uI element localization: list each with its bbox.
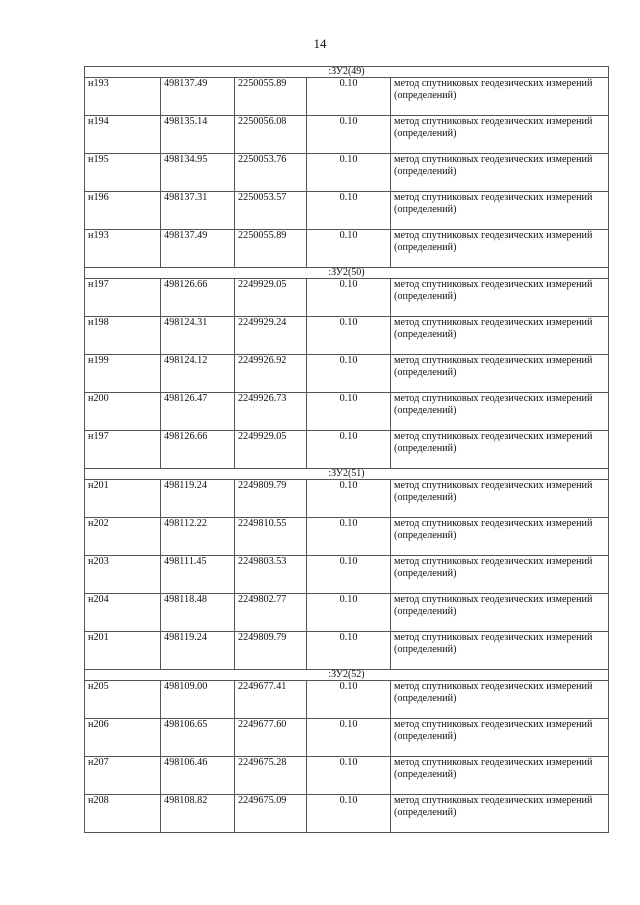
error-cell: 0.10 — [307, 556, 391, 594]
method-cell: метод спутниковых геодезических измерений (определений) — [391, 393, 609, 431]
x-coordinate-cell: 498137.31 — [161, 192, 235, 230]
section-header-row — [85, 67, 609, 78]
point-id-cell: н196 — [85, 192, 161, 230]
table-row — [85, 279, 609, 317]
error-cell: 0.10 — [307, 518, 391, 556]
y-coordinate-cell: 2250055.89 — [235, 230, 307, 268]
method-cell: метод спутниковых геодезических измерений (определений) — [391, 192, 609, 230]
method-cell: метод спутниковых геодезических измерений (определений) — [391, 355, 609, 393]
y-coordinate-cell: 2249802.77 — [235, 594, 307, 632]
point-id-cell: н197 — [85, 279, 161, 317]
table-row — [85, 795, 609, 833]
error-cell: 0.10 — [307, 393, 391, 431]
point-id-cell: н195 — [85, 154, 161, 192]
error-cell: 0.10 — [307, 681, 391, 719]
method-cell: метод спутниковых геодезических измерений (определений) — [391, 279, 609, 317]
method-cell: метод спутниковых геодезических измерений (определений) — [391, 230, 609, 268]
x-coordinate-cell: 498106.46 — [161, 757, 235, 795]
section-title: :ЗУ2(49) — [85, 67, 609, 78]
method-cell: метод спутниковых геодезических измерений (определений) — [391, 594, 609, 632]
table-row — [85, 192, 609, 230]
x-coordinate-cell: 498119.24 — [161, 632, 235, 670]
y-coordinate-cell: 2249929.24 — [235, 317, 307, 355]
method-cell: метод спутниковых геодезических измерений (определений) — [391, 116, 609, 154]
point-id-cell: н201 — [85, 480, 161, 518]
y-coordinate-cell: 2249926.92 — [235, 355, 307, 393]
section-header-row — [85, 469, 609, 480]
y-coordinate-cell: 2249675.09 — [235, 795, 307, 833]
x-coordinate-cell: 498126.66 — [161, 279, 235, 317]
table-row — [85, 317, 609, 355]
y-coordinate-cell: 2250056.08 — [235, 116, 307, 154]
y-coordinate-cell: 2249809.79 — [235, 480, 307, 518]
point-id-cell: н200 — [85, 393, 161, 431]
x-coordinate-cell: 498137.49 — [161, 230, 235, 268]
y-coordinate-cell: 2249926.73 — [235, 393, 307, 431]
section-title: :ЗУ2(50) — [85, 268, 609, 279]
method-cell: метод спутниковых геодезических измерений (определений) — [391, 317, 609, 355]
point-id-cell: н199 — [85, 355, 161, 393]
method-cell: метод спутниковых геодезических измерений (определений) — [391, 795, 609, 833]
point-id-cell: н193 — [85, 230, 161, 268]
x-coordinate-cell: 498135.14 — [161, 116, 235, 154]
error-cell: 0.10 — [307, 317, 391, 355]
table-row — [85, 681, 609, 719]
x-coordinate-cell: 498106.65 — [161, 719, 235, 757]
method-cell: метод спутниковых геодезических измерений (определений) — [391, 757, 609, 795]
method-cell: метод спутниковых геодезических измерений (определений) — [391, 431, 609, 469]
point-id-cell: н206 — [85, 719, 161, 757]
section-title: :ЗУ2(52) — [85, 670, 609, 681]
section-header-row — [85, 268, 609, 279]
y-coordinate-cell: 2250053.57 — [235, 192, 307, 230]
y-coordinate-cell: 2249803.53 — [235, 556, 307, 594]
section-header-row — [85, 670, 609, 681]
error-cell: 0.10 — [307, 480, 391, 518]
table-row — [85, 632, 609, 670]
method-cell: метод спутниковых геодезических измерений (определений) — [391, 518, 609, 556]
page-number: 14 — [313, 36, 327, 51]
x-coordinate-cell: 498126.66 — [161, 431, 235, 469]
error-cell: 0.10 — [307, 230, 391, 268]
table-row — [85, 556, 609, 594]
y-coordinate-cell: 2249677.41 — [235, 681, 307, 719]
point-id-cell: н193 — [85, 78, 161, 116]
error-cell: 0.10 — [307, 795, 391, 833]
x-coordinate-cell: 498124.12 — [161, 355, 235, 393]
point-id-cell: н204 — [85, 594, 161, 632]
table-row — [85, 230, 609, 268]
y-coordinate-cell: 2249809.79 — [235, 632, 307, 670]
error-cell: 0.10 — [307, 78, 391, 116]
table-row — [85, 480, 609, 518]
error-cell: 0.10 — [307, 116, 391, 154]
x-coordinate-cell: 498134.95 — [161, 154, 235, 192]
x-coordinate-cell: 498118.48 — [161, 594, 235, 632]
point-id-cell: н197 — [85, 431, 161, 469]
table-row — [85, 431, 609, 469]
point-id-cell: н201 — [85, 632, 161, 670]
x-coordinate-cell: 498111.45 — [161, 556, 235, 594]
point-id-cell: н202 — [85, 518, 161, 556]
error-cell: 0.10 — [307, 594, 391, 632]
method-cell: метод спутниковых геодезических измерений (определений) — [391, 480, 609, 518]
y-coordinate-cell: 2249929.05 — [235, 279, 307, 317]
table-row — [85, 116, 609, 154]
table-row — [85, 355, 609, 393]
error-cell: 0.10 — [307, 719, 391, 757]
method-cell: метод спутниковых геодезических измерений (определений) — [391, 78, 609, 116]
x-coordinate-cell: 498119.24 — [161, 480, 235, 518]
x-coordinate-cell: 498137.49 — [161, 78, 235, 116]
x-coordinate-cell: 498108.82 — [161, 795, 235, 833]
y-coordinate-cell: 2249929.05 — [235, 431, 307, 469]
section-title: :ЗУ2(51) — [85, 469, 609, 480]
coordinates-table-body — [85, 67, 609, 833]
table-row — [85, 757, 609, 795]
x-coordinate-cell: 498109.00 — [161, 681, 235, 719]
error-cell: 0.10 — [307, 632, 391, 670]
error-cell: 0.10 — [307, 154, 391, 192]
method-cell: метод спутниковых геодезических измерений (определений) — [391, 681, 609, 719]
x-coordinate-cell: 498112.22 — [161, 518, 235, 556]
table-row — [85, 719, 609, 757]
point-id-cell: н205 — [85, 681, 161, 719]
table-row — [85, 78, 609, 116]
y-coordinate-cell: 2249810.55 — [235, 518, 307, 556]
error-cell: 0.10 — [307, 355, 391, 393]
error-cell: 0.10 — [307, 192, 391, 230]
method-cell: метод спутниковых геодезических измерений (определений) — [391, 154, 609, 192]
error-cell: 0.10 — [307, 431, 391, 469]
y-coordinate-cell: 2249677.60 — [235, 719, 307, 757]
y-coordinate-cell: 2250055.89 — [235, 78, 307, 116]
y-coordinate-cell: 2249675.28 — [235, 757, 307, 795]
error-cell: 0.10 — [307, 757, 391, 795]
table-row — [85, 393, 609, 431]
point-id-cell: н208 — [85, 795, 161, 833]
table-row — [85, 518, 609, 556]
point-id-cell: н207 — [85, 757, 161, 795]
table-row — [85, 594, 609, 632]
coordinates-table — [84, 66, 609, 833]
table-row — [85, 154, 609, 192]
point-id-cell: н194 — [85, 116, 161, 154]
method-cell: метод спутниковых геодезических измерений (определений) — [391, 632, 609, 670]
method-cell: метод спутниковых геодезических измерений (определений) — [391, 556, 609, 594]
x-coordinate-cell: 498126.47 — [161, 393, 235, 431]
point-id-cell: н203 — [85, 556, 161, 594]
point-id-cell: н198 — [85, 317, 161, 355]
x-coordinate-cell: 498124.31 — [161, 317, 235, 355]
y-coordinate-cell: 2250053.76 — [235, 154, 307, 192]
error-cell: 0.10 — [307, 279, 391, 317]
method-cell: метод спутниковых геодезических измерений (определений) — [391, 719, 609, 757]
